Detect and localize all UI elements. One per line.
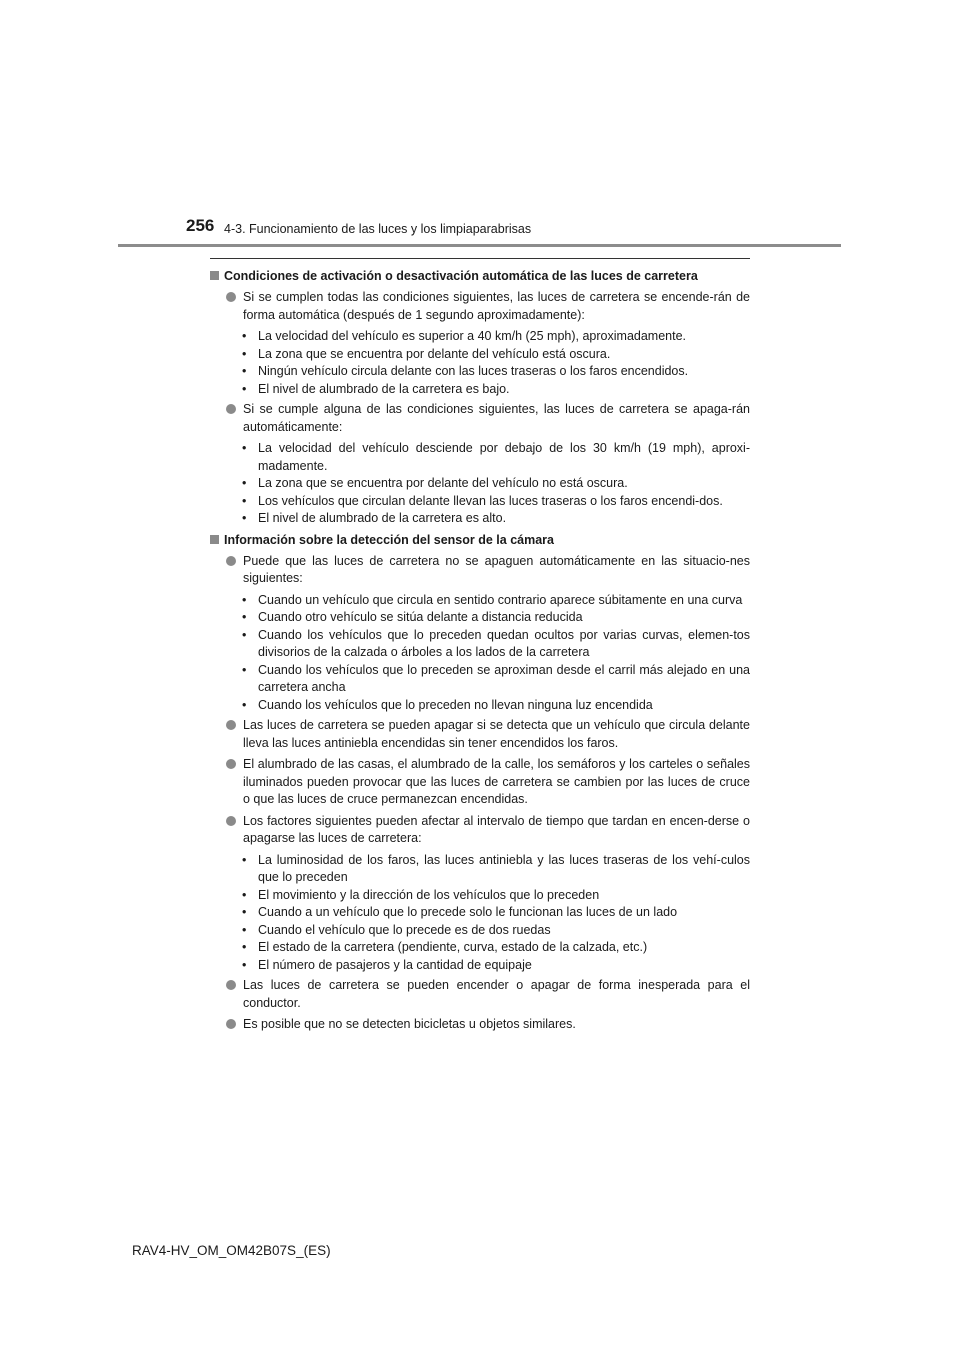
- small-bullet-icon: •: [242, 940, 247, 954]
- sub-item-text: La luminosidad de los faros, las luces antiniebla y las luces traseras de los vehí-culos que lo preceden: [258, 852, 750, 884]
- small-bullet-icon: •: [242, 922, 247, 937]
- sub-list-item: [210, 510, 750, 528]
- sub-item-text: Los vehículos que circulan delante llevan las luces traseras o los faros encendi-dos.: [258, 493, 723, 508]
- sub-list: [210, 328, 750, 398]
- sub-item-text: El estado de la carretera (pendiente, curva, estado de la calzada, etc.): [258, 940, 648, 954]
- small-bullet-icon: •: [242, 511, 247, 525]
- sub-list-item: [210, 697, 750, 715]
- bullet-point: [210, 289, 750, 324]
- bullet-text: Las luces de carretera se pueden apagar si se detecta que un vehículo que circula delante lleva las luces antiniebla encendidas sin tener encendidos los faros.: [243, 718, 750, 750]
- bullet-point: [210, 717, 750, 752]
- bullet-text: Los factores siguientes pueden afectar al intervalo de tiempo que tardan en encen-derse o apagarse las luces de carretera:: [243, 813, 750, 845]
- bullet-text: Si se cumple alguna de las condiciones siguientes, las luces de carretera se apaga-rán automáticamente:: [243, 402, 750, 434]
- small-bullet-icon: •: [242, 662, 247, 677]
- sub-list-item: [210, 904, 750, 922]
- sub-list-item: [210, 328, 750, 346]
- sub-list-item: [210, 592, 750, 610]
- bullet-text: Es posible que no se detecten bicicletas u objetos similares.: [243, 1017, 576, 1031]
- sub-list-item: [210, 381, 750, 399]
- sub-list-item: [210, 609, 750, 627]
- small-bullet-icon: •: [242, 957, 247, 972]
- sub-list-item: [210, 662, 750, 697]
- sub-item-text: Cuando a un vehículo que lo precede solo le funcionan las luces de un lado: [258, 905, 678, 919]
- sub-list: [210, 852, 750, 975]
- circle-bullet-icon: [226, 759, 236, 769]
- header-divider: [118, 244, 841, 247]
- sub-list-item: [210, 627, 750, 662]
- bullet-text: El alumbrado de las casas, el alumbrado de la calle, los semáforos y los carteles o señales iluminados pueden provocar que las luces de carretera se cambien por las luces de cruce o que las luces de cruce permanezcan encendidas.: [243, 757, 750, 806]
- section-title: Información sobre la detección del sensor de la cámara: [224, 532, 554, 547]
- bullet-point: [210, 977, 750, 1012]
- circle-bullet-icon: [226, 1019, 236, 1029]
- square-bullet-icon: [210, 535, 219, 544]
- page-number: 256: [186, 216, 215, 235]
- bullet-point: [210, 813, 750, 848]
- small-bullet-icon: •: [242, 852, 247, 867]
- sub-list-item: [210, 922, 750, 940]
- small-bullet-icon: •: [242, 381, 247, 396]
- small-bullet-icon: •: [242, 476, 247, 490]
- sub-list-item: [210, 346, 750, 364]
- small-bullet-icon: •: [242, 364, 247, 378]
- sub-item-text: El nivel de alumbrado de la carretera es alto.: [258, 511, 507, 525]
- bullet-point: [210, 756, 750, 809]
- sub-list-item: [210, 957, 750, 975]
- bullet-text: Las luces de carretera se pueden encender o apagar de forma inesperada para el conductor.: [243, 978, 750, 1010]
- small-bullet-icon: •: [242, 592, 247, 607]
- chapter-title: 4-3. Funcionamiento de las luces y los limpiaparabrisas: [224, 222, 532, 236]
- small-bullet-icon: •: [242, 627, 247, 642]
- sub-list-item: [210, 939, 750, 957]
- sub-list: [210, 440, 750, 528]
- section-heading: [210, 531, 750, 549]
- bullet-point: [210, 401, 750, 436]
- bullet-text: Si se cumplen todas las condiciones siguientes, las luces de carretera se encende-rán de forma automática (después de 1 segundo aproximadamente):: [243, 290, 750, 322]
- circle-bullet-icon: [226, 404, 236, 414]
- section-heading: [210, 267, 750, 285]
- circle-bullet-icon: [226, 292, 236, 302]
- sub-item-text: La velocidad del vehículo desciende por debajo de los 30 km/h (19 mph), aproxi-madamente.: [258, 441, 750, 473]
- small-bullet-icon: •: [242, 441, 247, 455]
- sub-list-item: [210, 475, 750, 493]
- circle-bullet-icon: [226, 980, 236, 990]
- small-bullet-icon: •: [242, 887, 247, 902]
- circle-bullet-icon: [226, 816, 236, 826]
- bullet-text: Puede que las luces de carretera no se apaguen automáticamente en las situacio-nes siguientes:: [243, 553, 750, 585]
- sub-item-text: El nivel de alumbrado de la carretera es bajo.: [258, 381, 510, 396]
- sub-item-text: Cuando un vehículo que circula en sentido contrario aparece súbitamente en una curva: [258, 592, 743, 607]
- sub-list-item: [210, 363, 750, 381]
- small-bullet-icon: •: [242, 329, 247, 343]
- sub-item-text: Cuando los vehículos que lo preceden se aproximan desde el carril más alejado en una carretera ancha: [258, 662, 750, 694]
- sub-list-item: [210, 493, 750, 511]
- square-bullet-icon: [210, 271, 219, 280]
- content-divider: [210, 258, 750, 259]
- sub-item-text: La zona que se encuentra por delante del vehículo está oscura.: [258, 346, 611, 361]
- small-bullet-icon: •: [242, 697, 247, 712]
- small-bullet-icon: •: [242, 493, 247, 508]
- sub-item-text: Cuando otro vehículo se sitúa delante a distancia reducida: [258, 610, 583, 624]
- sub-item-text: Cuando los vehículos que lo preceden quedan ocultos por varias curvas, elemen-tos divisorios de la calzada o árboles a los lados de la carretera: [258, 627, 750, 659]
- circle-bullet-icon: [226, 556, 236, 566]
- sub-item-text: La zona que se encuentra por delante del vehículo no está oscura.: [258, 476, 628, 490]
- sub-item-text: Cuando el vehículo que lo precede es de dos ruedas: [258, 922, 551, 937]
- circle-bullet-icon: [226, 720, 236, 730]
- small-bullet-icon: •: [242, 610, 247, 624]
- sub-item-text: El número de pasajeros y la cantidad de equipaje: [258, 957, 532, 972]
- bullet-point: [210, 553, 750, 588]
- sub-item-text: Ningún vehículo circula delante con las luces traseras o los faros encendidos.: [258, 364, 689, 378]
- sub-item-text: La velocidad del vehículo es superior a 40 km/h (25 mph), aproximadamente.: [258, 329, 687, 343]
- document-code: RAV4-HV_OM_OM42B07S_(ES): [132, 1243, 331, 1258]
- small-bullet-icon: •: [242, 905, 247, 919]
- page-content: [210, 258, 750, 1038]
- section-title: Condiciones de activación o desactivación automática de las luces de carretera: [224, 269, 698, 283]
- sub-item-text: Cuando los vehículos que lo preceden no llevan ninguna luz encendida: [258, 697, 653, 712]
- sub-list-item: [210, 887, 750, 905]
- sub-list-item: [210, 440, 750, 475]
- sub-list: [210, 592, 750, 715]
- small-bullet-icon: •: [242, 346, 247, 361]
- sub-list-item: [210, 852, 750, 887]
- sub-item-text: El movimiento y la dirección de los vehículos que lo preceden: [258, 887, 600, 902]
- bullet-point: [210, 1016, 750, 1034]
